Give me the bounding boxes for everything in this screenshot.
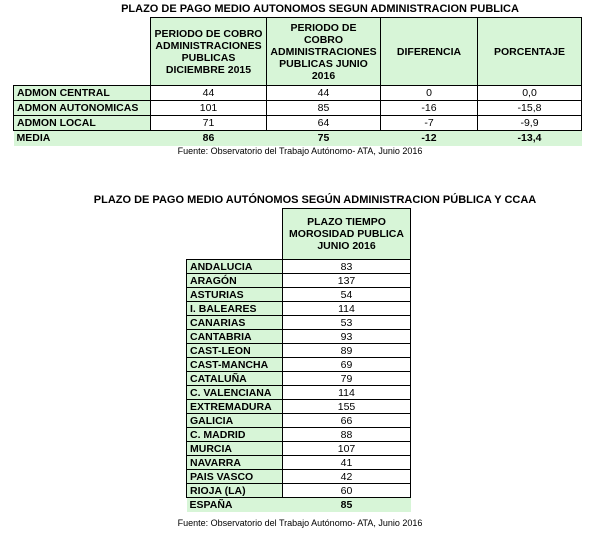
table-row [187, 470, 411, 484]
table-row [187, 414, 411, 428]
row-label: NAVARRA [187, 456, 283, 470]
cell-value: 89 [283, 344, 411, 358]
cell-value: 53 [283, 316, 411, 330]
table-row [187, 274, 411, 288]
table-row [187, 358, 411, 372]
table2 [186, 208, 411, 512]
row-label: C. MADRID [187, 428, 283, 442]
media-jun2016: 75 [267, 131, 381, 146]
row-label: ADMON CENTRAL [14, 86, 151, 101]
table1-header-diferencia: DIFERENCIA [381, 18, 478, 86]
cell-porcentaje: 0,0 [478, 86, 582, 101]
media-dic2015: 86 [151, 131, 267, 146]
total-label: ESPAÑA [187, 498, 283, 512]
table2-title: PLAZO DE PAGO MEDIO AUTÓNOMOS SEGÚN ADMINISTRACION PÚBLICA Y CCAA [93, 194, 537, 206]
cell-value: 88 [283, 428, 411, 442]
table-row [187, 330, 411, 344]
cell-diferencia: -16 [381, 101, 478, 116]
cell-value: 155 [283, 400, 411, 414]
cell-dic2015: 44 [151, 86, 267, 101]
table1-header-porcentaje: PORCENTAJE [478, 18, 582, 86]
cell-value: 137 [283, 274, 411, 288]
cell-diferencia: -7 [381, 116, 478, 131]
table-row [187, 484, 411, 498]
cell-value: 42 [283, 470, 411, 484]
cell-diferencia: 0 [381, 86, 478, 101]
row-label: ANDALUCIA [187, 260, 283, 274]
table1-header-jun2016: PERIODO DE COBRO ADMINISTRACIONES PUBLICAS JUNIO 2016 [267, 18, 381, 86]
cell-value: 41 [283, 456, 411, 470]
row-label: CANTABRIA [187, 330, 283, 344]
row-label: CATALUÑA [187, 372, 283, 386]
table2-source: Fuente: Observatorio del Trabajo Autónomo- ATA, Junio 2016 [177, 518, 423, 528]
cell-value: 83 [283, 260, 411, 274]
cell-jun2016: 85 [267, 101, 381, 116]
row-label: ADMON LOCAL [14, 116, 151, 131]
row-label: CANARIAS [187, 316, 283, 330]
row-label: GALICIA [187, 414, 283, 428]
table-row [187, 260, 411, 274]
media-diferencia: -12 [381, 131, 478, 146]
table1-title: PLAZO DE PAGO MEDIO AUTONOMOS SEGUN ADMINISTRACION PUBLICA [121, 3, 519, 15]
cell-value: 107 [283, 442, 411, 456]
table-row [14, 116, 582, 131]
table-row [187, 442, 411, 456]
cell-value: 114 [283, 386, 411, 400]
table-row [187, 288, 411, 302]
cell-dic2015: 71 [151, 116, 267, 131]
total-value: 85 [283, 498, 411, 512]
row-label: RIOJA (LA) [187, 484, 283, 498]
table-row [14, 86, 582, 101]
table-row [187, 344, 411, 358]
table1-corner [14, 18, 151, 86]
table1 [13, 17, 582, 146]
table1-header-dic2015: PERIODO DE COBRO ADMINISTRACIONES PUBLICAS DICIEMBRE 2015 [151, 18, 267, 86]
row-label: PAIS VASCO [187, 470, 283, 484]
cell-value: 54 [283, 288, 411, 302]
row-label: C. VALENCIANA [187, 386, 283, 400]
row-label: MURCIA [187, 442, 283, 456]
media-porcentaje: -13,4 [478, 131, 582, 146]
cell-porcentaje: -9,9 [478, 116, 582, 131]
row-label: CAST-LEON [187, 344, 283, 358]
media-label: MEDIA [14, 131, 151, 146]
row-label: CAST-MANCHA [187, 358, 283, 372]
cell-value: 66 [283, 414, 411, 428]
cell-value: 79 [283, 372, 411, 386]
row-label: ARAGÓN [187, 274, 283, 288]
cell-value: 114 [283, 302, 411, 316]
table2-header: PLAZO TIEMPO MOROSIDAD PUBLICA JUNIO 2016 [283, 209, 411, 260]
table2-total-row [187, 498, 411, 512]
table-row [187, 372, 411, 386]
cell-dic2015: 101 [151, 101, 267, 116]
table-row [187, 386, 411, 400]
table-row [187, 316, 411, 330]
row-label: ADMON AUTONOMICAS [14, 101, 151, 116]
cell-value: 93 [283, 330, 411, 344]
row-label: EXTREMADURA [187, 400, 283, 414]
row-label: I. BALEARES [187, 302, 283, 316]
table-row [187, 400, 411, 414]
cell-value: 69 [283, 358, 411, 372]
cell-jun2016: 64 [267, 116, 381, 131]
cell-porcentaje: -15,8 [478, 101, 582, 116]
cell-value: 60 [283, 484, 411, 498]
cell-jun2016: 44 [267, 86, 381, 101]
table2-corner [187, 209, 283, 260]
table1-source: Fuente: Observatorio del Trabajo Autónomo- ATA, Junio 2016 [177, 146, 423, 156]
table-row [14, 101, 582, 116]
table-row [187, 428, 411, 442]
table-row [187, 456, 411, 470]
table1-media-row [14, 131, 582, 146]
row-label: ASTURIAS [187, 288, 283, 302]
table-row [187, 302, 411, 316]
